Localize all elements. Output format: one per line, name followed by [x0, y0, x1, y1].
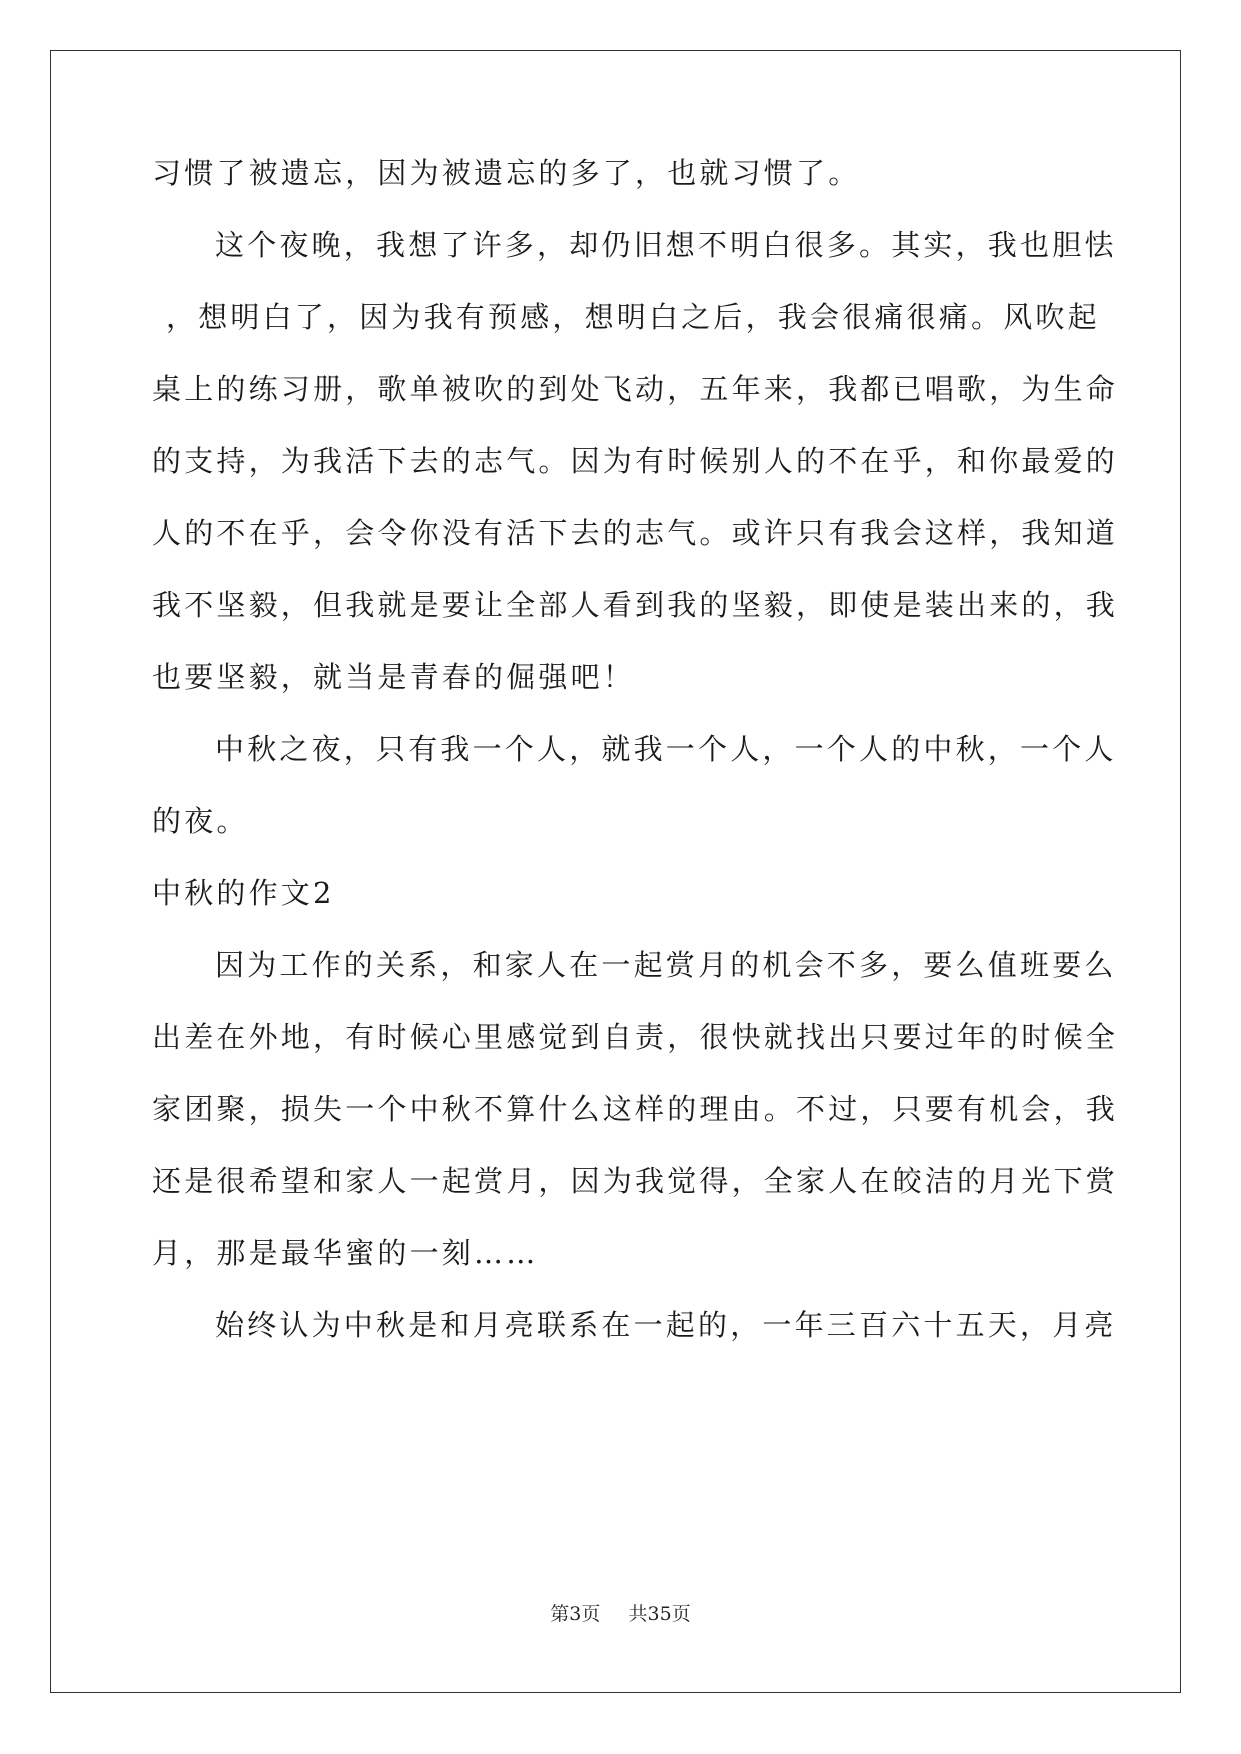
- text-line: 桌上的练习册，歌单被吹的到处飞动，五年来，我都已唱歌，为生命: [152, 372, 1119, 406]
- text-line: 这个夜晚，我想了许多，却仍旧想不明白很多。其实，我也胆怯: [215, 228, 1117, 262]
- current-page-number: 第3页: [550, 1603, 601, 1625]
- total-page-count: 共35页: [628, 1603, 691, 1625]
- text-line: 的夜。: [152, 804, 249, 838]
- text-line: 出差在外地，有时候心里感觉到自责，很快就找出只要过年的时候全: [152, 1020, 1119, 1054]
- text-line: 人的不在乎，会令你没有活下去的志气。或许只有我会这样，我知道: [152, 516, 1119, 550]
- text-line: 因为工作的关系，和家人在一起赏月的机会不多，要么值班要么: [215, 948, 1117, 982]
- text-line: ，想明白了，因为我有预感，想明白之后，我会很痛很痛。风吹起: [166, 300, 1100, 334]
- section-heading: 中秋的作文2: [152, 876, 335, 910]
- text-line: 家团聚，损失一个中秋不算什么这样的理由。不过，只要有机会，我: [152, 1092, 1119, 1126]
- text-line: 还是很希望和家人一起赏月，因为我觉得，全家人在皎洁的月光下赏: [152, 1164, 1119, 1198]
- text-line: 始终认为中秋是和月亮联系在一起的，一年三百六十五天，月亮: [215, 1308, 1117, 1342]
- text-line: 中秋之夜，只有我一个人，就我一个人，一个人的中秋，一个人: [215, 732, 1117, 766]
- text-line: 也要坚毅，就当是青春的倔强吧！: [152, 660, 636, 694]
- text-line: 习惯了被遗忘，因为被遗忘的多了，也就习惯了。: [152, 156, 861, 190]
- text-line: 我不坚毅，但我就是要让全部人看到我的坚毅，即使是装出来的，我: [152, 588, 1119, 622]
- text-line: 的支持，为我活下去的志气。因为有时候别人的不在乎，和你最爱的: [152, 444, 1119, 478]
- text-line: 月，那是最华蜜的一刻……: [152, 1236, 539, 1270]
- page-footer: [0, 1602, 1241, 1626]
